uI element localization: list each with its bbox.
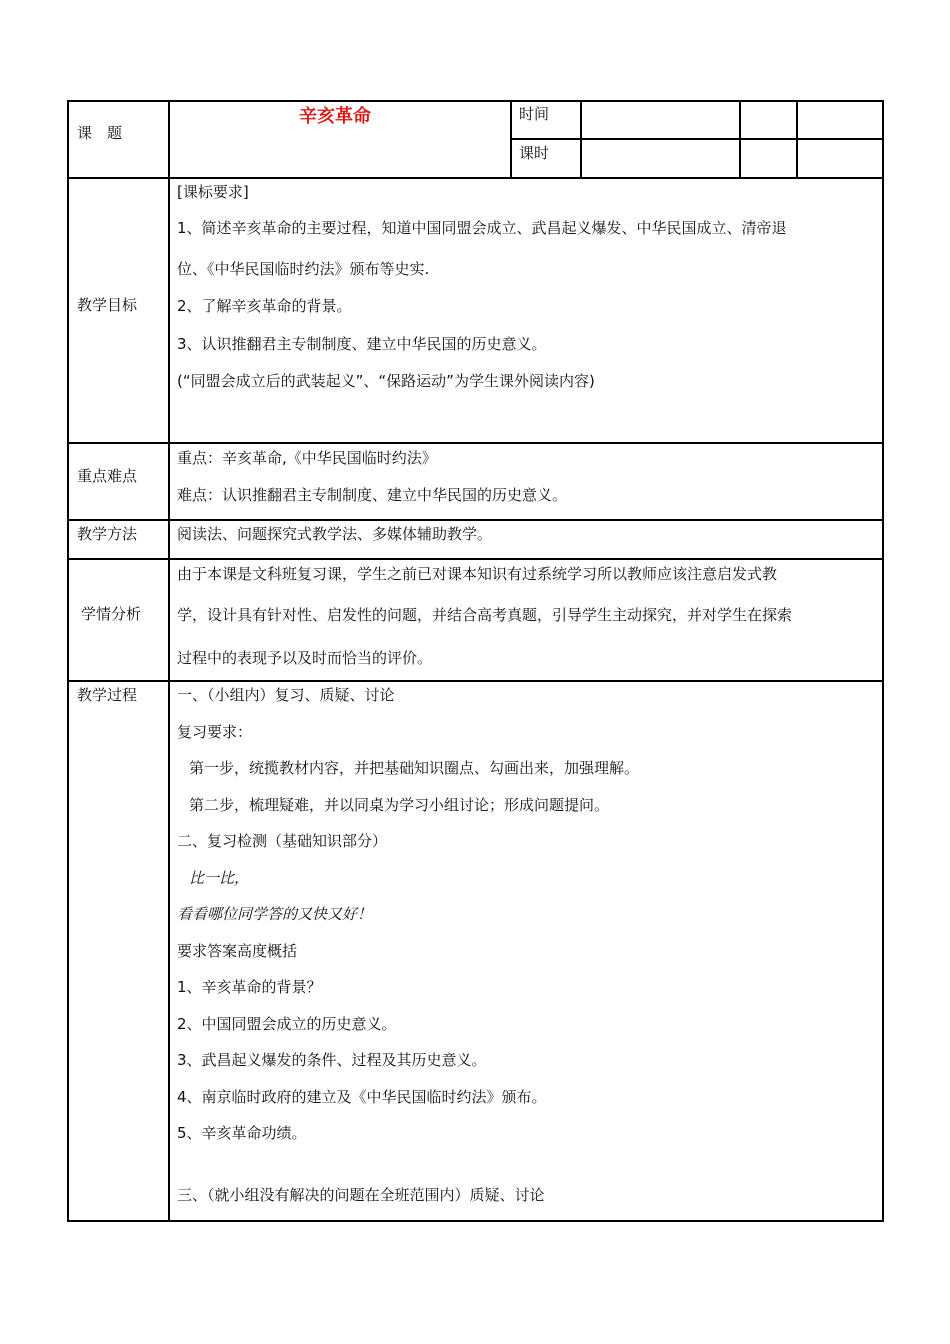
table-border-left (67, 100, 69, 1222)
objectives-line: [课标要求] (177, 183, 249, 201)
table-rule (580, 100, 582, 178)
table-border-right (882, 100, 884, 1222)
objectives-label: 教学目标 (77, 296, 138, 314)
process-line: 看看哪位同学答的又快又好！ (177, 905, 373, 923)
process-line: 3、武昌起义爆发的条件、过程及其历史意义。 (177, 1051, 487, 1069)
process-line: 2、中国同盟会成立的历史意义。 (177, 1015, 397, 1033)
objectives-line: 3、认识推翻君主专制制度、建立中华民国的历史意义。 (177, 335, 547, 353)
table-rule (67, 177, 884, 179)
process-line: 要求答案高度概括 (177, 942, 298, 960)
course-label: 课 题 (77, 124, 123, 142)
process-line: 二、复习检测（基础知识部分） (177, 832, 388, 850)
table-rule (67, 680, 884, 682)
process-line: 1、辛亥革命的背景？ (177, 978, 322, 996)
process-line: 5、辛亥革命功绩。 (177, 1124, 307, 1142)
methods-line: 阅读法、问题探究式教学法、多媒体辅助教学。 (177, 525, 493, 543)
table-rule (510, 138, 884, 140)
process-line: 三、（就小组没有解决的问题在全班范围内）质疑、讨论 (177, 1186, 545, 1204)
table-rule (510, 100, 512, 178)
process-line: 4、南京临时政府的建立及《中华民国临时约法》颁布。 (177, 1088, 547, 1106)
objectives-line: 1、简述辛亥革命的主要过程，知道中国同盟会成立、武昌起义爆发、中华民国成立、清帝退 (177, 219, 787, 237)
table-rule (796, 100, 798, 178)
methods-label: 教学方法 (77, 525, 138, 543)
table-rule (67, 519, 884, 521)
hours-label: 课时 (519, 144, 550, 162)
key-points-line: 难点：认识推翻君主专制制度、建立中华民国的历史意义。 (177, 486, 568, 504)
key-points-line: 重点：辛亥革命,《中华民国临时约法》 (177, 449, 437, 467)
table-rule (67, 442, 884, 444)
process-label: 教学过程 (77, 686, 138, 704)
table-rule (67, 558, 884, 560)
analysis-line: 由于本课是文科班复习课，学生之前已对课本知识有过系统学习所以教师应该注意启发式教 (177, 565, 778, 583)
objectives-line: (“同盟会成立后的武装起义”、“保路运动”为学生课外阅读内容) (177, 372, 595, 390)
lesson-plan-table (67, 100, 884, 1222)
process-line: 复习要求： (177, 723, 253, 741)
objectives-line: 位、《中华民国临时约法》颁布等史实. (177, 260, 430, 278)
process-line: 第二步，梳理疑难，并以同桌为学习小组讨论；形成问题提问。 (189, 796, 610, 814)
process-line: 比一比， (189, 869, 250, 887)
table-border-bottom (67, 1220, 884, 1222)
process-line: 一、（小组内）复习、质疑、讨论 (177, 686, 395, 704)
analysis-line: 过程中的表现予以及时而恰当的评价。 (177, 649, 433, 667)
key-points-label: 重点难点 (77, 467, 138, 485)
table-rule (739, 100, 741, 178)
process-line: 第一步，统揽教材内容，并把基础知识圈点、勾画出来，加强理解。 (189, 759, 640, 777)
lesson-title: 辛亥革命 (299, 106, 371, 127)
objectives-line: 2、了解辛亥革命的背景。 (177, 297, 352, 315)
analysis-line: 学，设计具有针对性、启发性的问题，并结合高考真题，引导学生主动探究，并对学生在探索 (177, 606, 793, 624)
analysis-label: 学情分析 (81, 605, 142, 623)
time-label: 时间 (519, 105, 550, 123)
table-border-top (67, 100, 884, 102)
table-rule (168, 100, 170, 1222)
